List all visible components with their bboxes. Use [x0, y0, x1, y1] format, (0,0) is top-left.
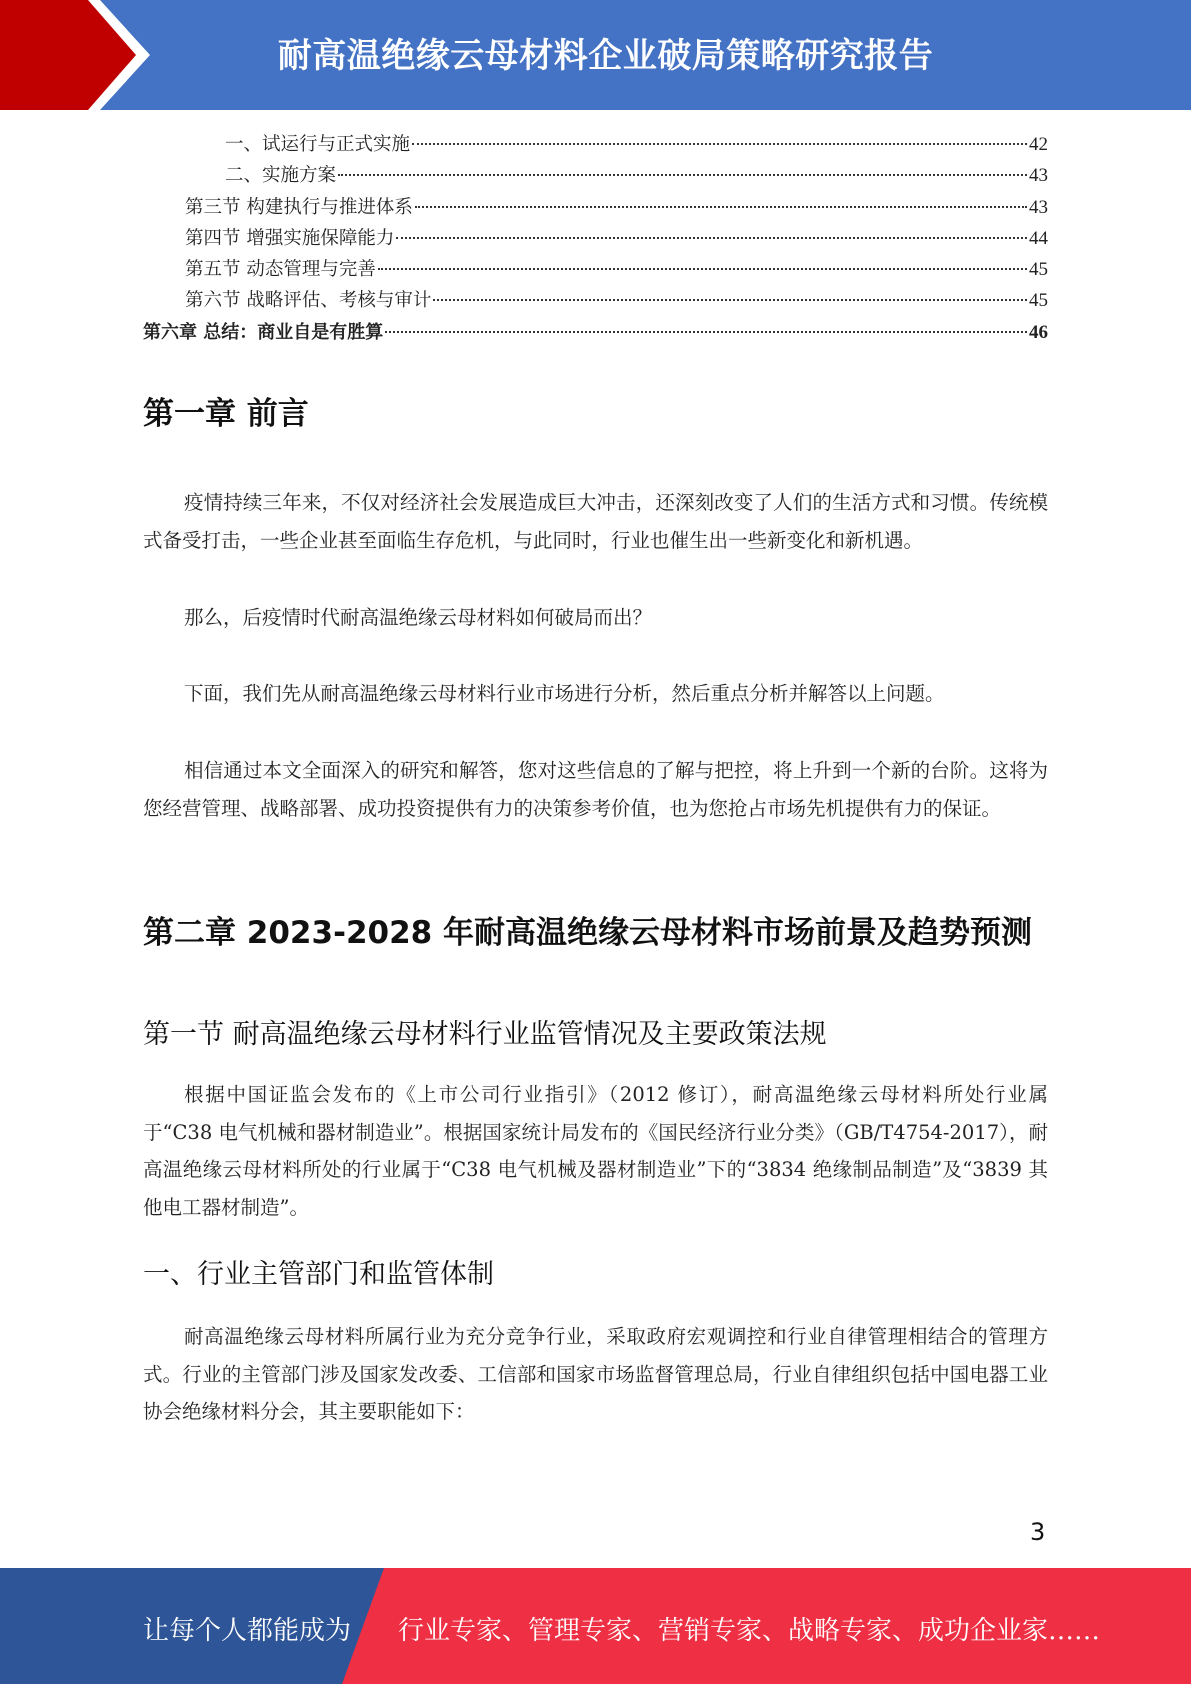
toc-entry-page: 42 [1029, 134, 1048, 155]
toc-leader-dots [338, 174, 1027, 176]
footer-slogan-right: 行业专家、管理专家、营销专家、战略专家、成功企业家…… [398, 1616, 1101, 1646]
paragraph: 相信通过本文全面深入的研究和解答，您对这些信息的了解与把控，将上升到一个新的台阶。这将为您经营管理、战略部署、成功投资提供有力的决策参考价值，也为您抢占市场先机提供有力的保证。 [143, 759, 1048, 820]
paragraph: 疫情持续三年来，不仅对经济社会发展造成巨大冲击，还深刻改变了人们的生活方式和习惯。传统模式备受打击，一些企业甚至面临生存危机，与此同时，行业也催生出一些新变化和新机遇。 [143, 491, 1048, 552]
toc-leader-dots [378, 268, 1027, 270]
toc-entry[interactable] [143, 224, 1048, 255]
paragraph: 那么，后疫情时代耐高温绝缘云母材料如何破局而出？ [184, 606, 653, 629]
toc-leader-dots [385, 331, 1027, 333]
section-1-heading: 第一节 耐高温绝缘云母材料行业监管情况及主要政策法规 [143, 1019, 827, 1050]
toc-entry-page: 45 [1029, 259, 1048, 281]
toc-entry-label: 第四节 增强实施保障能力 [185, 227, 395, 249]
toc-entry[interactable] [143, 255, 1048, 286]
footer-slogan-left: 让每个人都能成为 [143, 1616, 352, 1646]
toc-leader-dots [412, 143, 1027, 145]
toc-entry-chapter[interactable] [143, 318, 1048, 349]
toc-entry[interactable] [143, 286, 1048, 317]
toc-entry[interactable] [143, 161, 1048, 192]
report-title: 耐高温绝缘云母材料企业破局策略研究报告 [277, 36, 934, 76]
toc-entry[interactable] [143, 193, 1048, 224]
toc-entry-label: 二、实施方案 [225, 165, 337, 187]
toc-entry[interactable] [143, 130, 1048, 161]
chapter-2-heading: 第二章 2023-2028 年耐高温绝缘云母材料市场前景及趋势预测 [143, 915, 1033, 951]
page-number: 3 [1030, 1518, 1046, 1546]
paragraph: 下面，我们先从耐高温绝缘云母材料行业市场进行分析，然后重点分析并解答以上问题。 [184, 682, 945, 705]
chapter-1-heading: 第一章 前言 [143, 396, 309, 432]
toc-entry-label: 第六节 战略评估、考核与审计 [185, 290, 432, 312]
page-footer [0, 1568, 1191, 1684]
toc-entry-page: 43 [1029, 196, 1048, 218]
toc-entry-label: 第六章 总结：商业自是有胜算 [143, 321, 384, 343]
page-header [0, 0, 1191, 110]
table-of-contents [143, 130, 1048, 349]
toc-entry-page: 44 [1029, 227, 1048, 249]
toc-entry-label: 第三节 构建执行与推进体系 [185, 196, 413, 218]
toc-entry-label: 一、试运行与正式实施 [225, 134, 411, 155]
toc-leader-dots [415, 206, 1027, 208]
toc-entry-page: 46 [1029, 321, 1048, 343]
paragraph: 根据中国证监会发布的《上市公司行业指引》（2012 修订），耐高温绝缘云母材料所处行业属于“C38 电气机械和器材制造业”。根据国家统计局发布的《国民经济行业分类》（GB/T4754-2017），耐高温绝缘云母材料所处的行业属于“C38 电气机械及器材制造业”下的“3834 绝缘制品制造”及“3839 其他电工器材制造”。 [143, 1083, 1048, 1219]
toc-leader-dots [396, 237, 1027, 239]
toc-entry-label: 第五节 动态管理与完善 [185, 259, 376, 281]
toc-entry-page: 43 [1029, 165, 1048, 187]
toc-entry-page: 45 [1029, 290, 1048, 312]
subsection-heading: 一、行业主管部门和监管体制 [143, 1259, 494, 1290]
paragraph: 耐高温绝缘云母材料所属行业为充分竞争行业，采取政府宏观调控和行业自律管理相结合的管理方式。行业的主管部门涉及国家发改委、工信部和国家市场监督管理总局，行业自律组织包括中国电器工业协会绝缘材料分会，其主要职能如下： [143, 1325, 1048, 1423]
toc-leader-dots [433, 299, 1027, 301]
